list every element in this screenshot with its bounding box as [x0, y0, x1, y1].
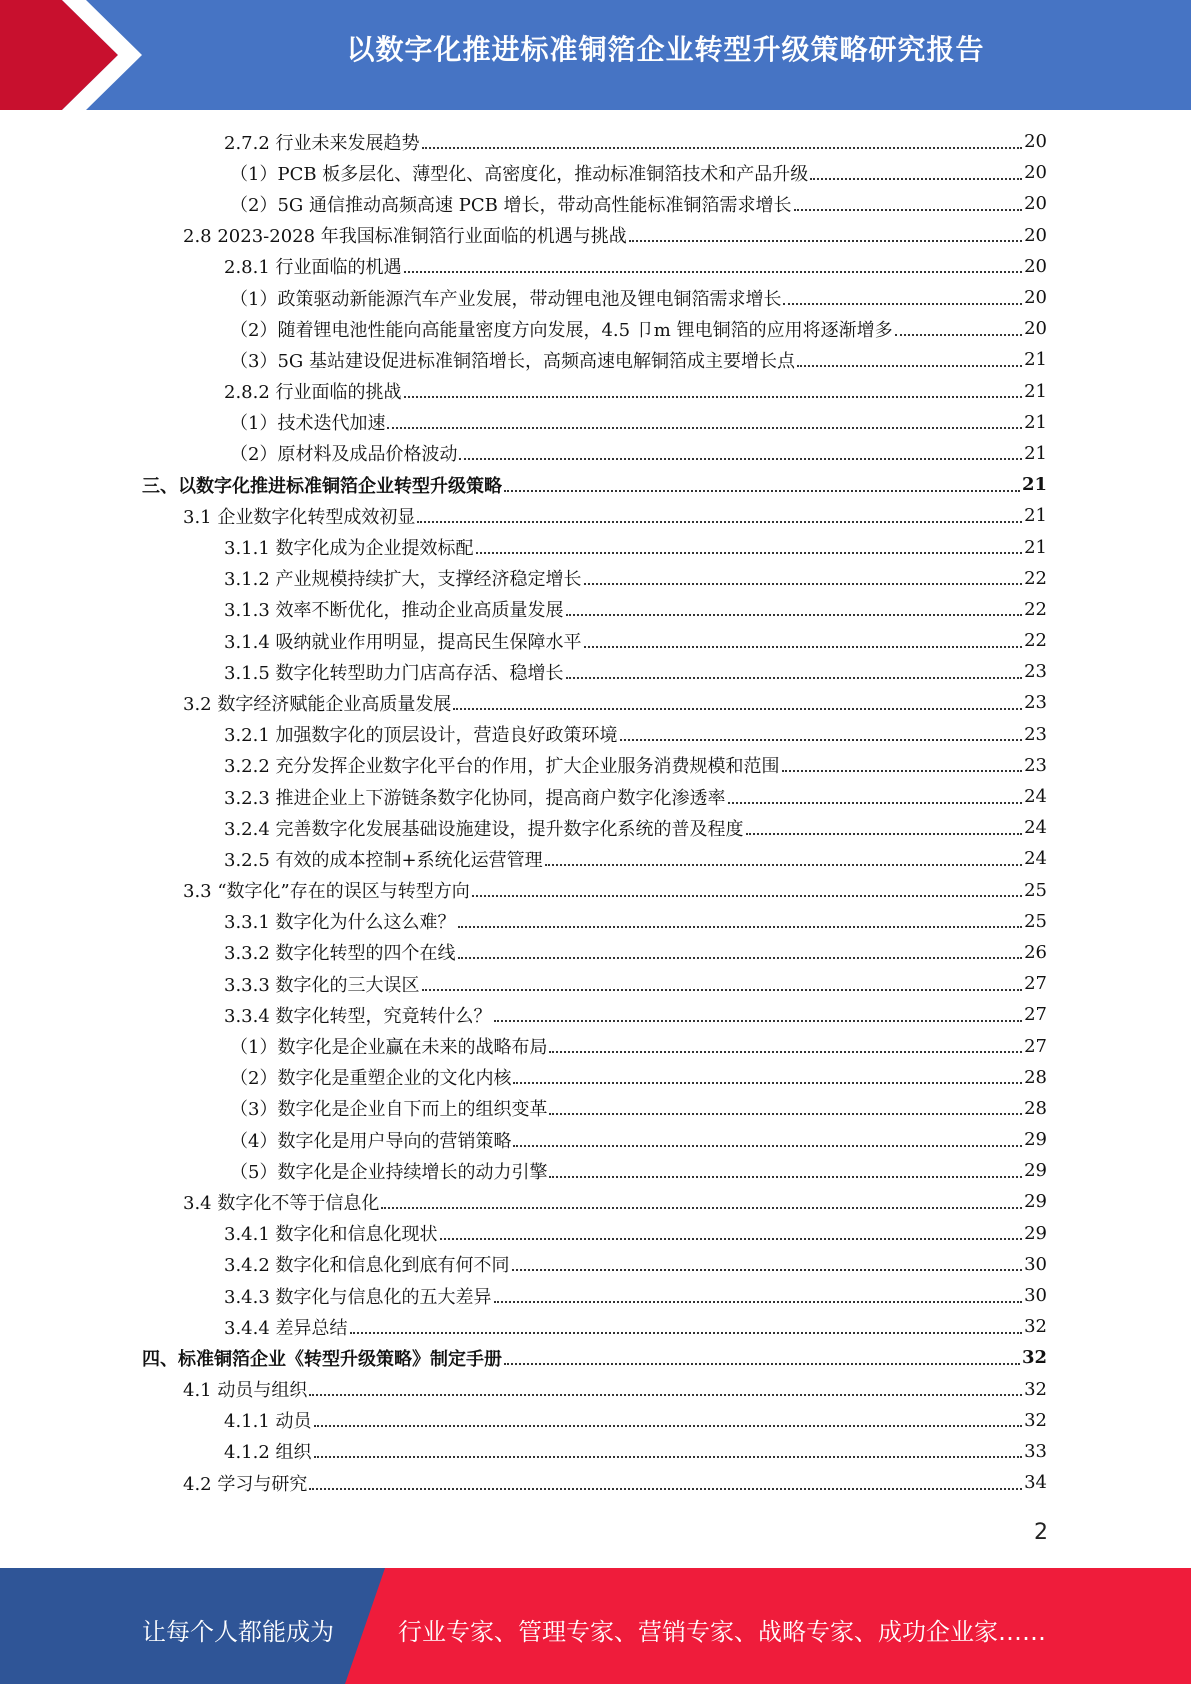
- toc-entry-title: 3.2 数字经济赋能企业高质量发展: [183, 693, 452, 715]
- toc-entry[interactable]: [0, 282, 1047, 313]
- table-of-contents: [0, 126, 1191, 1498]
- toc-dot-leader: [728, 802, 1023, 804]
- toc-entry[interactable]: [0, 1218, 1047, 1249]
- toc-entry-title: 3.1.5 数字化转型助力门店高存活、稳增长: [224, 662, 564, 684]
- toc-entry-title: 3.2.5 有效的成本控制+系统化运营管理: [224, 849, 543, 871]
- toc-entry[interactable]: [0, 594, 1047, 625]
- toc-entry-page: 24: [1024, 817, 1047, 839]
- toc-entry-page: 23: [1024, 723, 1047, 745]
- toc-entry-title: 3.2.3 推进企业上下游链条数字化协同，提高商户数字化渗透率: [224, 787, 726, 809]
- toc-entry-page: 27: [1024, 1004, 1047, 1026]
- page-footer: [0, 1568, 1191, 1684]
- toc-entry-title: 3.4.2 数字化和信息化到底有何不同: [224, 1255, 510, 1277]
- toc-entry-page: 21: [1024, 411, 1047, 433]
- toc-entry-page: 30: [1024, 1285, 1047, 1307]
- toc-entry-page: 22: [1024, 567, 1047, 589]
- toc-entry-page: 20: [1024, 287, 1047, 309]
- toc-dot-leader: [459, 458, 1022, 460]
- toc-dot-leader: [504, 1363, 1020, 1365]
- toc-entry-page: 27: [1024, 1035, 1047, 1057]
- toc-entry-page: 27: [1024, 973, 1047, 995]
- toc-dot-leader: [513, 1145, 1022, 1147]
- toc-entry-page: 23: [1024, 754, 1047, 776]
- toc-entry[interactable]: [0, 1124, 1047, 1155]
- toc-dot-leader: [810, 178, 1022, 180]
- toc-entry-title: （1）技术迭代加速: [230, 413, 386, 435]
- toc-entry-title: （3）数字化是企业自下而上的组织变革: [230, 1099, 548, 1121]
- toc-dot-leader: [895, 334, 1023, 336]
- toc-dot-leader: [381, 1207, 1022, 1209]
- toc-entry-title: 3.2.2 充分发挥企业数字化平台的作用，扩大企业服务消费规模和范围: [224, 756, 780, 778]
- toc-dot-leader: [782, 770, 1023, 772]
- toc-entry-page: 29: [1024, 1129, 1047, 1151]
- toc-entry-page: 32: [1024, 1409, 1047, 1431]
- toc-entry-title: 3.3.2 数字化转型的四个在线: [224, 943, 456, 965]
- toc-entry-title: （1）PCB 板多层化、薄型化、高密度化，推动标准铜箔技术和产品升级: [230, 163, 809, 185]
- toc-entry[interactable]: [0, 1093, 1047, 1124]
- toc-entry[interactable]: [0, 220, 1047, 251]
- toc-entry[interactable]: [0, 500, 1047, 531]
- toc-dot-leader: [472, 895, 1022, 897]
- toc-dot-leader: [549, 1051, 1022, 1053]
- toc-entry-title: 3.2.1 加强数字化的顶层设计，营造良好政策环境: [224, 725, 618, 747]
- footer-slogan-left: 让每个人都能成为: [142, 1618, 334, 1646]
- toc-entry-page: 25: [1024, 910, 1047, 932]
- toc-dot-leader: [545, 864, 1022, 866]
- toc-entry[interactable]: [0, 407, 1047, 438]
- toc-dot-leader: [476, 552, 1023, 554]
- toc-dot-leader: [566, 677, 1023, 679]
- toc-entry-page: 28: [1024, 1097, 1047, 1119]
- toc-entry[interactable]: [0, 1249, 1047, 1280]
- toc-entry-title: 3.1.2 产业规模持续扩大，支撑经济稳定增长: [224, 569, 582, 591]
- toc-entry-page: 21: [1021, 474, 1047, 496]
- toc-entry[interactable]: [0, 1155, 1047, 1186]
- toc-entry[interactable]: [0, 968, 1047, 999]
- toc-dot-leader: [794, 209, 1023, 211]
- toc-dot-leader: [494, 1301, 1023, 1303]
- toc-entry-page: 32: [1021, 1347, 1047, 1369]
- toc-entry-page: 22: [1024, 598, 1047, 620]
- toc-entry-page: 21: [1024, 536, 1047, 558]
- toc-entry[interactable]: [0, 1467, 1047, 1498]
- toc-dot-leader: [566, 614, 1023, 616]
- toc-dot-leader: [512, 1269, 1023, 1271]
- toc-entry-page: 29: [1024, 1222, 1047, 1244]
- toc-entry-title: 2.8.2 行业面临的挑战: [224, 382, 402, 404]
- toc-entry-page: 29: [1024, 1160, 1047, 1182]
- toc-dot-leader: [314, 1456, 1023, 1458]
- toc-dot-leader: [620, 739, 1023, 741]
- toc-dot-leader: [309, 1394, 1022, 1396]
- toc-dot-leader: [440, 1238, 1023, 1240]
- toc-entry-title: 4.1.1 动员: [224, 1411, 312, 1433]
- toc-entry-title: 3.1.3 效率不断优化，推动企业高质量发展: [224, 600, 564, 622]
- toc-dot-leader: [504, 490, 1020, 492]
- toc-dot-leader: [453, 708, 1022, 710]
- toc-entry-page: 23: [1024, 661, 1047, 683]
- toc-dot-leader: [422, 989, 1023, 991]
- toc-entry[interactable]: [0, 906, 1047, 937]
- toc-entry-page: 20: [1024, 131, 1047, 153]
- toc-entry-title: 4.1 动员与组织: [183, 1380, 308, 1402]
- toc-entry[interactable]: [0, 750, 1047, 781]
- toc-entry[interactable]: [0, 875, 1047, 906]
- toc-entry-title: 3.4.3 数字化与信息化的五大差异: [224, 1286, 492, 1308]
- toc-dot-leader: [584, 583, 1023, 585]
- toc-entry-title: 3.4 数字化不等于信息化: [183, 1192, 380, 1214]
- toc-entry-page: 21: [1024, 380, 1047, 402]
- toc-entry[interactable]: [0, 1186, 1047, 1217]
- toc-dot-leader: [458, 926, 1023, 928]
- toc-entry-page: 21: [1024, 349, 1047, 371]
- toc-entry-page: 26: [1024, 941, 1047, 963]
- toc-entry-title: （1）政策驱动新能源汽车产业发展，带动锂电池及锂电铜箔需求增长: [230, 288, 782, 310]
- toc-entry-title: （2）随着锂电池性能向高能量密度方向发展，4.5 卩m 锂电铜箔的应用将逐渐增多: [230, 319, 893, 341]
- toc-dot-leader: [584, 646, 1023, 648]
- toc-entry[interactable]: [0, 313, 1047, 344]
- toc-dot-leader: [549, 1176, 1022, 1178]
- toc-dot-leader: [422, 147, 1023, 149]
- toc-dot-leader: [797, 365, 1022, 367]
- toc-entry-title: 4.2 学习与研究: [183, 1473, 308, 1495]
- toc-entry-page: 30: [1024, 1253, 1047, 1275]
- toc-entry[interactable]: [0, 687, 1047, 718]
- toc-entry[interactable]: [0, 1030, 1047, 1061]
- toc-entry[interactable]: [0, 1062, 1047, 1093]
- toc-dot-leader: [404, 396, 1023, 398]
- toc-dot-leader: [783, 303, 1022, 305]
- toc-entry-page: 20: [1024, 255, 1047, 277]
- toc-entry[interactable]: [0, 188, 1047, 219]
- toc-entry-page: 33: [1024, 1440, 1047, 1462]
- toc-entry-page: 34: [1024, 1472, 1047, 1494]
- page-header: [0, 0, 1191, 110]
- toc-entry-page: 28: [1024, 1066, 1047, 1088]
- toc-entry-title: 4.1.2 组织: [224, 1442, 312, 1464]
- toc-entry-title: 四、标准铜箔企业《转型升级策略》制定手册: [142, 1348, 502, 1370]
- toc-entry[interactable]: [0, 937, 1047, 968]
- toc-entry[interactable]: [0, 781, 1047, 812]
- toc-entry-title: 3.4.1 数字化和信息化现状: [224, 1224, 438, 1246]
- toc-entry-page: 20: [1024, 318, 1047, 340]
- toc-entry[interactable]: [0, 1374, 1047, 1405]
- toc-entry[interactable]: [0, 563, 1047, 594]
- toc-dot-leader: [387, 427, 1022, 429]
- toc-entry-page: 20: [1024, 162, 1047, 184]
- toc-entry[interactable]: [0, 719, 1047, 750]
- toc-entry-page: 20: [1024, 224, 1047, 246]
- toc-entry[interactable]: [0, 126, 1047, 157]
- toc-dot-leader: [314, 1425, 1023, 1427]
- toc-dot-leader: [494, 1020, 1023, 1022]
- toc-entry[interactable]: [0, 1280, 1047, 1311]
- toc-entry-title: 2.7.2 行业未来发展趋势: [224, 132, 420, 154]
- toc-entry-page: 32: [1024, 1316, 1047, 1338]
- toc-dot-leader: [458, 957, 1023, 959]
- toc-entry[interactable]: [0, 438, 1047, 469]
- toc-entry-title: （1）数字化是企业赢在未来的战略布局: [230, 1037, 548, 1059]
- toc-dot-leader: [513, 1082, 1022, 1084]
- document-title: 以数字化推进标准铜箔企业转型升级策略研究报告: [346, 33, 985, 66]
- toc-entry[interactable]: [0, 157, 1047, 188]
- toc-entry-page: 29: [1024, 1191, 1047, 1213]
- toc-entry[interactable]: [0, 1436, 1047, 1467]
- toc-entry-page: 32: [1024, 1378, 1047, 1400]
- footer-slogan-right: 行业专家、管理专家、营销专家、战略专家、成功企业家……: [398, 1618, 1046, 1646]
- toc-entry-title: 3.3.4 数字化转型，究竟转什么？: [224, 1005, 492, 1027]
- toc-dot-leader: [404, 271, 1023, 273]
- toc-entry[interactable]: [0, 999, 1047, 1030]
- toc-entry-title: 3.2.4 完善数字化发展基础设施建设，提升数字化系统的普及程度: [224, 818, 744, 840]
- toc-entry-page: 24: [1024, 848, 1047, 870]
- toc-entry[interactable]: [0, 251, 1047, 282]
- toc-entry[interactable]: [0, 469, 1047, 500]
- toc-entry-title: （3）5G 基站建设促进标准铜箔增长，高频高速电解铜箔成主要增长点: [230, 350, 796, 372]
- toc-entry[interactable]: [0, 1405, 1047, 1436]
- toc-entry-page: 23: [1024, 692, 1047, 714]
- toc-entry-title: （4）数字化是用户导向的营销策略: [230, 1130, 512, 1152]
- toc-dot-leader: [746, 833, 1023, 835]
- toc-dot-leader: [629, 240, 1022, 242]
- toc-entry-page: 21: [1024, 505, 1047, 527]
- toc-dot-leader: [350, 1332, 1023, 1334]
- toc-entry[interactable]: [0, 376, 1047, 407]
- toc-entry-title: 3.4.4 差异总结: [224, 1317, 348, 1339]
- toc-entry[interactable]: [0, 625, 1047, 656]
- page-number: 2: [1034, 1520, 1048, 1545]
- header-arrow-decoration: [0, 0, 160, 110]
- toc-entry-title: 3.3 “数字化”存在的误区与转型方向: [183, 881, 470, 903]
- toc-entry[interactable]: [0, 812, 1047, 843]
- toc-entry-title: 3.3.1 数字化为什么这么难？: [224, 912, 456, 934]
- toc-entry-page: 24: [1024, 786, 1047, 808]
- toc-entry[interactable]: [0, 344, 1047, 375]
- toc-entry[interactable]: [0, 1311, 1047, 1342]
- toc-entry-title: 3.1 企业数字化转型成效初显: [183, 506, 416, 528]
- toc-entry-title: （2）原材料及成品价格波动: [230, 444, 458, 466]
- toc-entry[interactable]: [0, 1342, 1047, 1373]
- toc-entry-title: （5）数字化是企业持续增长的动力引擎: [230, 1161, 548, 1183]
- toc-entry-title: （2）数字化是重塑企业的文化内核: [230, 1068, 512, 1090]
- toc-entry[interactable]: [0, 843, 1047, 874]
- toc-dot-leader: [549, 1113, 1022, 1115]
- toc-entry-title: 2.8.1 行业面临的机遇: [224, 257, 402, 279]
- toc-entry[interactable]: [0, 656, 1047, 687]
- toc-dot-leader: [417, 521, 1022, 523]
- toc-entry-page: 21: [1024, 442, 1047, 464]
- toc-dot-leader: [309, 1488, 1022, 1490]
- toc-entry-title: （2）5G 通信推动高频高速 PCB 增长，带动高性能标准铜箔需求增长: [230, 194, 792, 216]
- toc-entry-title: 三、以数字化推进标准铜箔企业转型升级策略: [142, 475, 502, 497]
- toc-entry-page: 22: [1024, 630, 1047, 652]
- toc-entry-page: 20: [1024, 193, 1047, 215]
- toc-entry-title: 3.3.3 数字化的三大误区: [224, 974, 420, 996]
- toc-entry[interactable]: [0, 531, 1047, 562]
- toc-entry-page: 25: [1024, 879, 1047, 901]
- toc-entry-title: 3.1.4 吸纳就业作用明显，提高民生保障水平: [224, 631, 582, 653]
- toc-entry-title: 3.1.1 数字化成为企业提效标配: [224, 538, 474, 560]
- toc-entry-title: 2.8 2023-2028 年我国标准铜箔行业面临的机遇与挑战: [183, 226, 627, 248]
